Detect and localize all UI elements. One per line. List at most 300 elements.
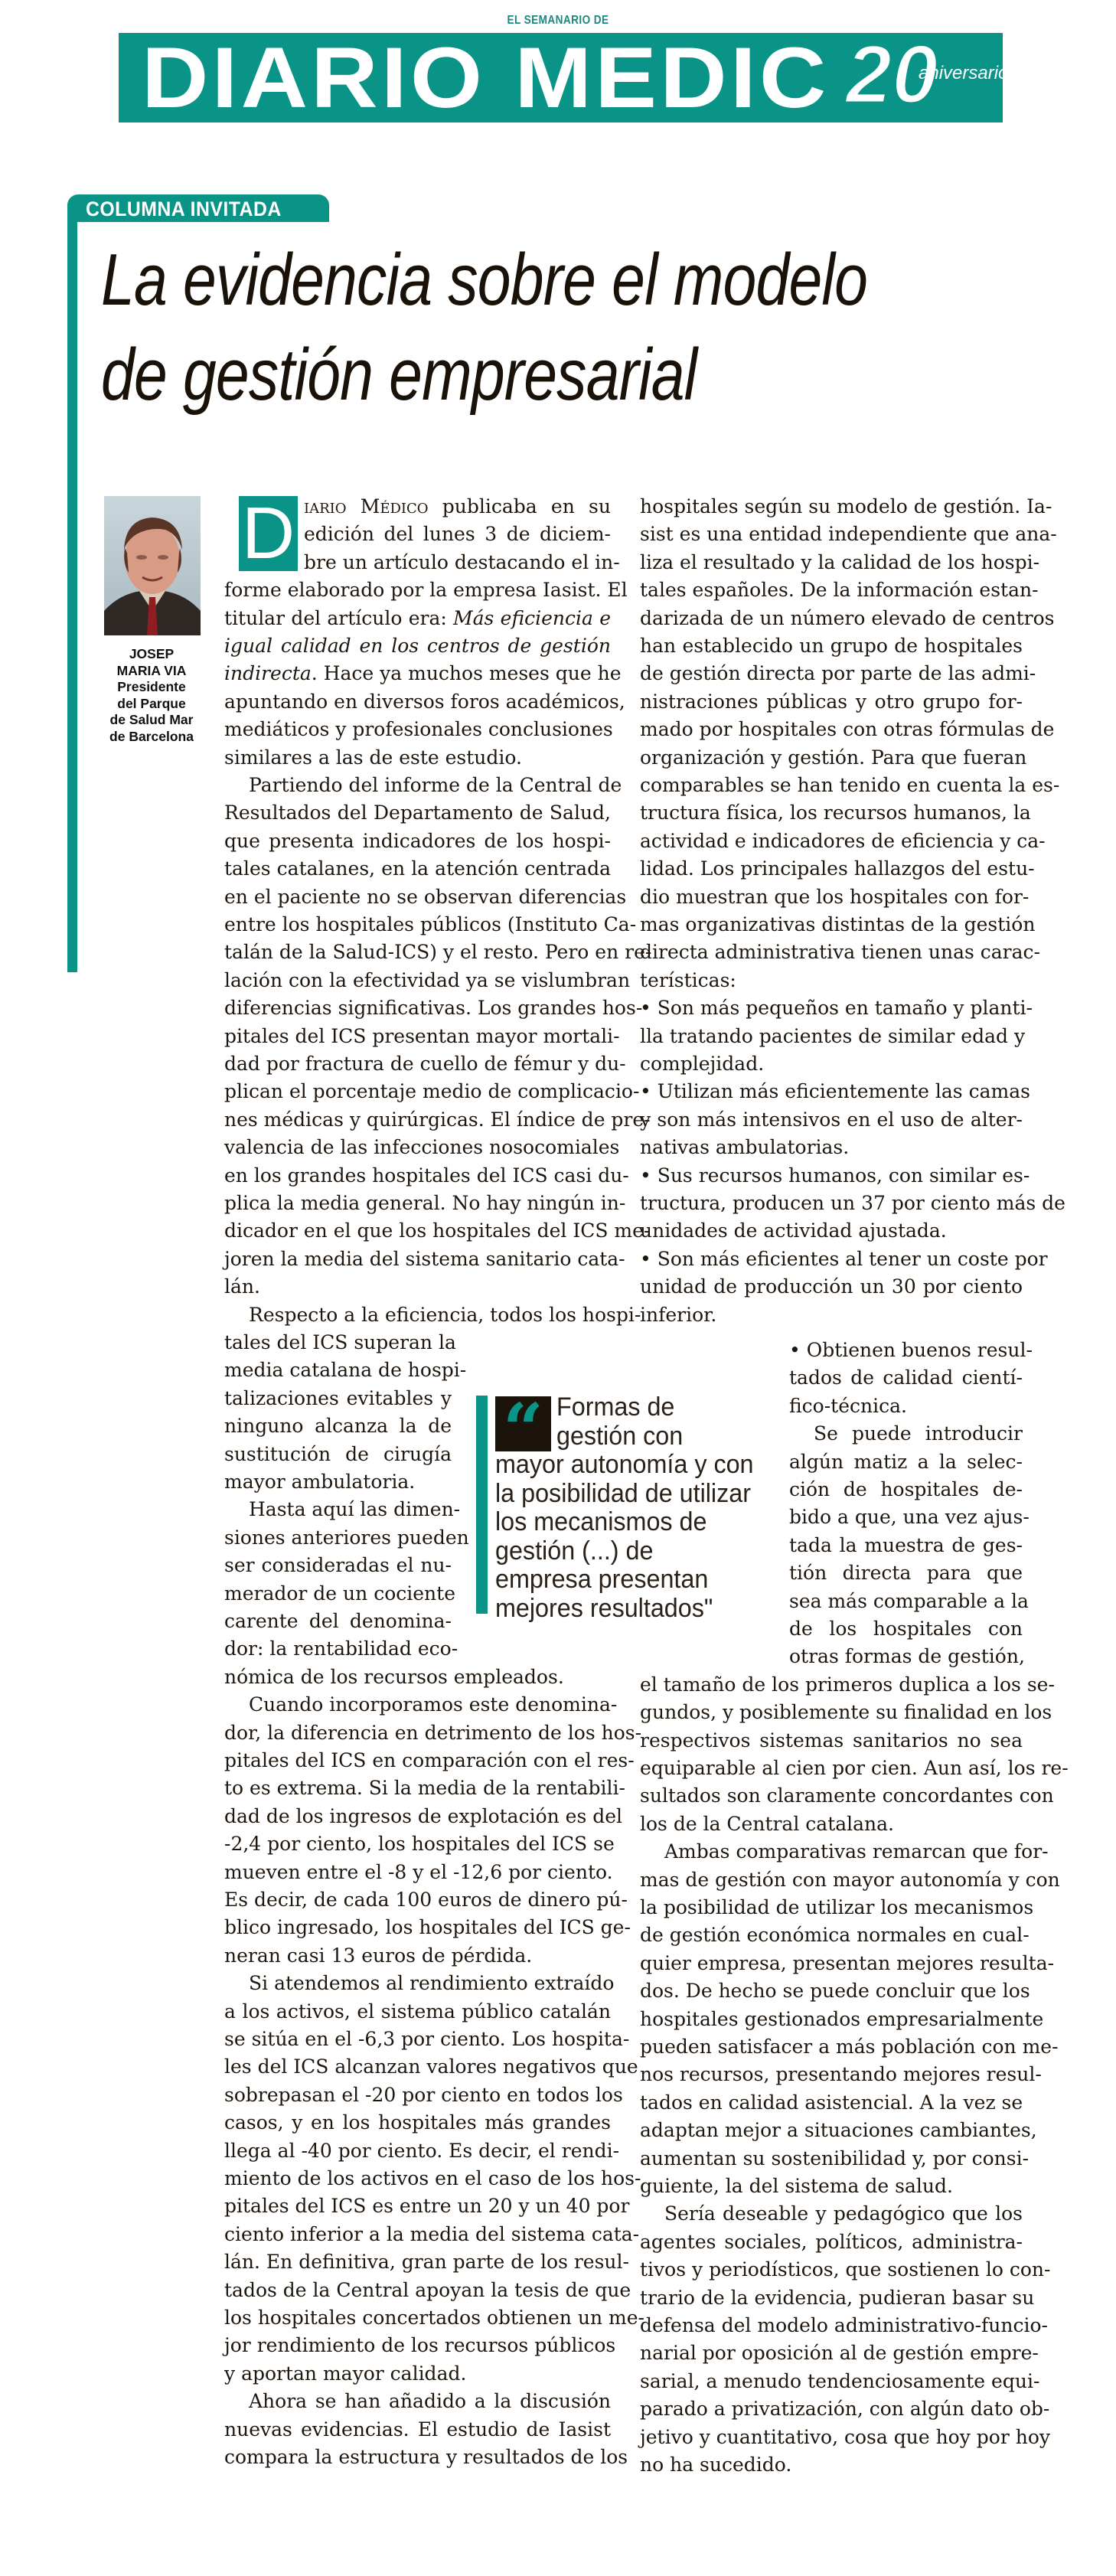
article-text: bido a que, una vez ajus- (789, 1506, 1030, 1529)
article-line (224, 799, 611, 827)
article-text: la posibilidad de utilizar los mecanismos (640, 1896, 1034, 1918)
article-line (664, 2200, 1023, 2228)
article-text: compara la estructura y resultados de los (224, 2446, 628, 2468)
article-text: Ambas comparativas remarcan que for- (664, 1840, 1049, 1863)
article-line (640, 1866, 1060, 1894)
article-line (224, 2137, 620, 2165)
article-text: sobrepasan el -20 por ciento en todos los (224, 2083, 623, 2106)
article-text: nuevas evidencias. El estudio de Iasist (224, 2418, 611, 2441)
article-line (224, 1357, 467, 1384)
article-text: neran casi 13 euros de pérdida. (224, 1944, 533, 1967)
article-text: pitales del ICS presentan mayor mortali- (224, 1024, 620, 1047)
article-line (640, 632, 1023, 660)
article-line (640, 1671, 1055, 1699)
quote-open-icon: “ (503, 1388, 543, 1471)
author-name-line-1: JOSEP (129, 646, 175, 661)
article-line (640, 1273, 1023, 1301)
article-text: de gestión directa por parte de las admi- (640, 662, 1036, 685)
article-text: talizaciones evitables y (224, 1386, 452, 1409)
article-text: mediáticos y profesionales conclusiones (224, 718, 613, 741)
article-text: actividad e indicadores de eficiencia y ca- (640, 829, 1046, 852)
article-text: aumentan su sostenibilidad y, por consi- (640, 2147, 1030, 2170)
article-text: Si atendemos al rendimiento extraído (249, 1972, 615, 1995)
article-text: unidad de producción un 30 por ciento (640, 1275, 1023, 1298)
article-line (789, 1476, 1023, 1503)
article-text: miento de los activos en el caso de los hos- (224, 2167, 641, 2189)
article-text: similares a las de este estudio. (224, 746, 522, 769)
article-text: • Obtienen buenos resul- (789, 1339, 1033, 1361)
article-text: plican el porcentaje medio de complicacio- (224, 1080, 640, 1103)
section-label: COLUMNA INVITADA (86, 198, 282, 220)
author-name-line-2: MARIA VIA (116, 662, 187, 678)
article-text: tructura física, los recursos humanos, la (640, 802, 1031, 824)
article-text: ciento inferior a la media del sistema cata- (224, 2222, 640, 2245)
article-text: tados en calidad asistencial. A la vez se (640, 2091, 1023, 2114)
article-line (789, 1615, 1023, 1643)
article-text: defensa del modelo administrativo-funcio- (640, 2314, 1048, 2336)
pull-quote-line: la posibilidad de utilizar (495, 1478, 751, 1508)
article-text: entre los hospitales públicos (Instituto Ca- (224, 913, 637, 935)
article-text: sultados son claramente concordantes con (640, 1784, 1054, 1807)
article-line (640, 716, 1055, 743)
article-line (664, 1838, 1049, 1866)
article-text: Cuando incorporamos este denomina- (249, 1693, 618, 1716)
article-text: lán. En definitiva, gran parte de los resul- (224, 2251, 629, 2274)
article-line (304, 521, 611, 548)
headline-line-1: La evidencia sobre el modelo (101, 239, 868, 321)
pull-quote-line: mayor autonomía y con (495, 1450, 754, 1479)
pull-quote-line: Formas de (556, 1392, 675, 1422)
article-line (640, 939, 1040, 966)
article-text: titular del artículo era: (224, 606, 454, 629)
article-text: equiparable al cien por cien. Aun así, los re- (640, 1757, 1069, 1779)
article-text: apuntando en diversos foros académicos, (224, 690, 625, 713)
article-line (640, 2312, 1048, 2339)
article-text: tión directa para que (789, 1562, 1023, 1585)
article-line (224, 1246, 625, 1273)
article-line (224, 1134, 620, 1161)
article-line (640, 1810, 1023, 1838)
article-text: plica la media general. No hay ningún in- (224, 1192, 626, 1214)
article-line (224, 1942, 611, 1970)
article-text: se sitúa en el -6,3 por ciento. Los hospita- (224, 2028, 630, 2050)
article-text: guiente, la del sistema de salud. (640, 2175, 953, 2197)
article-text: narial por oposición al de gestión empre- (640, 2342, 1039, 2365)
article-line (224, 855, 611, 883)
article-line (640, 2424, 1051, 2451)
article-line (224, 883, 627, 911)
article-line (224, 632, 611, 660)
article-text: los de la Central catalana. (640, 1812, 894, 1835)
article-text: jetivo y cuantitativo, cosa que hoy por hoy (640, 2425, 1051, 2448)
article-text: dio muestran que los hospitales con for- (640, 885, 1030, 908)
author-photo (104, 496, 201, 635)
author-portrait-icon (104, 496, 201, 635)
article-text: dor: la rentabilidad eco- (224, 1637, 458, 1660)
article-line (224, 2304, 644, 2332)
dropcap-letter: D (241, 492, 295, 574)
article-line (224, 2416, 611, 2444)
article-text: sarial, a menudo tendenciosamente equi- (640, 2369, 1040, 2392)
article-line (640, 1921, 1030, 1949)
article-line (789, 1588, 1029, 1615)
article-text: de gestión económica normales en cual- (640, 1924, 1030, 1947)
article-line (224, 2192, 630, 2220)
article-line (224, 1608, 452, 1635)
article-line (814, 1420, 1023, 1448)
article-text: hospitales según su modelo de gestión. Ia- (640, 495, 1052, 517)
article-text: sustitución de cirugía (224, 1442, 452, 1465)
article-text: carente del denomina- (224, 1610, 452, 1632)
article-text: lla tratando pacientes de similar edad y (640, 1024, 1026, 1047)
article-text: tructura, producen un 37 por ciento más de (640, 1192, 1065, 1214)
pull-quote-line: gestión con (556, 1421, 684, 1451)
article-line (640, 1190, 1065, 1217)
article-text: to es extrema. Si la media de la rentabili- (224, 1777, 625, 1800)
article-line (224, 939, 652, 966)
article-text: . Hace ya muchos meses que he (311, 662, 622, 685)
article-text: sea más comparable a la (789, 1589, 1029, 1612)
article-line (640, 1977, 1030, 2005)
article-text: respectivos sistemas sanitarios no sea (640, 1729, 1023, 1752)
article-text: pitales del ICS es entre un 20 y un 40 por (224, 2195, 630, 2218)
article-line (224, 2026, 630, 2053)
article-text: tados de la Central apoyan la tesis de que (224, 2278, 631, 2301)
article-text: pitales del ICS en comparación con el res- (224, 1749, 635, 1771)
article-line (224, 1441, 452, 1468)
article-text: complejidad. (640, 1053, 765, 1075)
article-text: ser consideradas el nu- (224, 1554, 452, 1577)
article-text: nes médicas y quirúrgicas. El índice de pre- (224, 1108, 651, 1131)
article-line (640, 2395, 1050, 2423)
article-line (640, 1950, 1055, 1977)
article-line (640, 744, 1027, 772)
author-caption (84, 646, 219, 745)
article-text: trario de la evidencia, pudieran basar su (640, 2286, 1035, 2309)
article-line (640, 1023, 1026, 1050)
article-text: nos recursos, presentando mejores resul- (640, 2063, 1042, 2086)
article-line (224, 2360, 611, 2388)
section-accent-bar (67, 220, 77, 972)
article-line (224, 660, 622, 687)
article-line (640, 2145, 1030, 2173)
article-text: sist es una entidad independiente que ana- (640, 523, 1057, 546)
article-line (640, 2117, 1037, 2144)
article-line (224, 1050, 626, 1078)
article-text: casos, y en los hospitales más grandes (224, 2111, 611, 2134)
article-line (640, 2173, 1023, 2200)
article-text: Hasta aquí las dimen- (249, 1498, 461, 1521)
article-line (224, 2277, 631, 2304)
article-text: comparables se han tenido en cuenta la es- (640, 774, 1060, 796)
article-line (304, 493, 611, 521)
article-line (224, 1329, 456, 1357)
article-line (224, 716, 611, 743)
article-text: organización y gestión. Para que fueran (640, 746, 1027, 769)
article-text: no ha sucedido. (640, 2454, 792, 2476)
article-line (224, 1859, 611, 1886)
article-line (640, 2061, 1042, 2088)
article-text: y aportan mayor calidad. (224, 2362, 467, 2385)
article-text: media catalana de hospi- (224, 1359, 467, 1382)
article-text: nistraciones públicas y otro grupo for- (640, 690, 1023, 713)
article-line (249, 1496, 461, 1523)
article-line (640, 2368, 1040, 2395)
article-text: siones anteriores pueden (224, 1526, 469, 1549)
article-text: darizada de un número elevado de centros (640, 606, 1055, 629)
article-text: Resultados del Departamento de Salud, (224, 802, 611, 824)
article-line (224, 2081, 623, 2109)
article-line (640, 1699, 1052, 1726)
article-text: tales del ICS superan la (224, 1331, 456, 1353)
article-line (224, 911, 637, 939)
article-line (224, 1914, 631, 1941)
article-line (789, 1392, 1023, 1420)
article-line (640, 2228, 1023, 2256)
article-line (640, 1727, 1023, 1755)
article-text: dos. De hecho se puede concluir que los (640, 1980, 1030, 2003)
article-text: agentes sociales, políticos, administra- (640, 2230, 1023, 2253)
article-line (304, 549, 620, 576)
article-text: en el paciente no se observan diferencias (224, 885, 627, 908)
article-line (640, 1078, 1030, 1105)
article-line (224, 1998, 611, 2026)
article-text: fico-técnica. (789, 1394, 907, 1417)
article-text: edición del lunes 3 de diciem- (304, 523, 611, 546)
article-text: talán de la Salud-ICS) y el resto. Pero en re- (224, 941, 652, 964)
article-line (640, 2284, 1035, 2312)
article-line (789, 1337, 1033, 1364)
article-text: • Utilizan más eficientemente las camas (640, 1080, 1030, 1103)
article-text: lidad. Los principales hallazgos del estu- (640, 857, 1035, 880)
pull-quote-line: los mecanismos de (495, 1507, 707, 1536)
article-line (224, 576, 628, 604)
article-line (224, 2248, 629, 2276)
article-line (249, 1691, 618, 1719)
article-line (224, 1273, 611, 1301)
article-line (224, 2444, 628, 2471)
article-text: adaptan mejor a situaciones cambiantes, (640, 2119, 1037, 2142)
article-line (789, 1503, 1030, 1531)
article-line (224, 1774, 625, 1802)
article-text: Es decir, de cada 100 euros de dinero pú- (224, 1889, 628, 1911)
article-text: Respecto a la eficiencia, todos los hospi- (249, 1303, 641, 1326)
article-line (789, 1559, 1023, 1587)
article-line (640, 2451, 1023, 2479)
article-text: tados de calidad cientí- (789, 1366, 1023, 1389)
article-text: que presenta indicadores de los hospi- (224, 829, 611, 852)
article-line (640, 493, 1052, 521)
article-line (640, 1106, 1023, 1134)
article-text: publicaba en su (428, 495, 611, 517)
author-role-line-4: de Barcelona (109, 728, 194, 744)
article-text: • Sus recursos humanos, con similar es- (640, 1164, 1030, 1187)
article-text: mueven entre el -8 y el -12,6 por ciento. (224, 1860, 613, 1883)
article-text: parado a privatización, con algún dato ob- (640, 2398, 1050, 2421)
article-line (224, 688, 625, 716)
headline-line-2: de gestión empresarial (101, 334, 697, 416)
article-text: gundos, y posiblemente su finalidad en los (640, 1701, 1052, 1724)
pull-quote-line: mejores resultados" (495, 1593, 713, 1623)
article-text: tada la muestra de ges- (789, 1533, 1023, 1556)
article-text: lán. (224, 1275, 260, 1298)
article-text: inferior. (640, 1303, 717, 1326)
article-line (640, 967, 1023, 994)
article-line (249, 2388, 611, 2415)
article-text: forme elaborado por la empresa Iasist. El (224, 579, 628, 602)
article-line (640, 828, 1046, 855)
article-line (640, 521, 1057, 548)
article-line (224, 1803, 623, 1830)
article-line (789, 1643, 1023, 1670)
article-line (640, 1134, 1023, 1161)
article-text: tivos y periodísticos, que sostienen lo con- (640, 2258, 1051, 2281)
article-text: tales españoles. De la información estan- (640, 579, 1039, 602)
article-line (640, 688, 1023, 716)
article-text: han establecido un grupo de hospitales (640, 635, 1023, 657)
article-text: mas organizativas distintas de la gestión (640, 913, 1036, 935)
article-text: blico ingresado, los hospitales del ICS ge- (224, 1916, 631, 1939)
article-text: nómica de los recursos empleados. (224, 1665, 564, 1688)
article-text: los hospitales concertados obtienen un me- (224, 2307, 644, 2329)
article-text: a los activos, el sistema público catalán (224, 2000, 611, 2023)
article-line (640, 1301, 1023, 1329)
article-line (224, 1217, 651, 1245)
article-line (249, 1970, 615, 1997)
article-text: ninguno alcanza la de (224, 1415, 452, 1438)
article-text: valencia de las infecciones nosocomiales (224, 1136, 620, 1159)
article-text: dad por fractura de cuello de fémur y du- (224, 1053, 626, 1075)
article-text: otras formas de gestión, (789, 1645, 1025, 1668)
article-text: Más eficiencia e (453, 606, 611, 629)
author-role-line-2: del Parque (117, 695, 186, 711)
article-line (640, 605, 1055, 632)
article-line (640, 772, 1060, 799)
author-role-line-1: Presidente (117, 679, 186, 694)
article-line (249, 1301, 641, 1329)
article-line (640, 994, 1033, 1022)
article-line (224, 2053, 638, 2081)
article-line (640, 1755, 1069, 1782)
article-text: bre un artículo destacando el in- (304, 550, 620, 573)
article-text: iario Médico (304, 495, 429, 517)
article-text: el tamaño de los primeros duplica a los se- (640, 1673, 1055, 1696)
article-line (224, 1552, 452, 1579)
article-line (640, 883, 1030, 911)
article-text: dad de los ingresos de explotación es del (224, 1804, 623, 1827)
article-line (640, 2089, 1023, 2117)
article-line (224, 828, 611, 855)
pull-quote-accent-bar (476, 1396, 488, 1614)
article-text: Ahora se han añadido a la discusión (249, 2390, 611, 2413)
article-line (789, 1532, 1023, 1559)
pull-quote-line: empresa presentan (495, 1565, 709, 1594)
article-text: Se puede introducir (814, 1422, 1023, 1445)
article-line (640, 799, 1031, 827)
article-text: liza el resultado y la calidad de los hospi- (640, 550, 1040, 573)
article-line (224, 2165, 641, 2192)
anniversary-number: 20 (846, 28, 938, 120)
article-text: mayor ambulatoria. (224, 1471, 416, 1493)
article-line (640, 2339, 1039, 2367)
article-line (224, 1524, 469, 1552)
article-line (224, 1747, 635, 1774)
masthead-kicker: EL SEMANARIO DE (507, 14, 609, 27)
article-line (224, 1719, 642, 1747)
article-line (224, 994, 643, 1022)
article-text: tales catalanes, en la atención centrada (224, 857, 611, 880)
article-line (224, 967, 631, 994)
article-text: de los hospitales con (789, 1618, 1023, 1640)
article-line (224, 605, 611, 632)
article-line (640, 1246, 1048, 1273)
article-text: merador de un cociente (224, 1582, 455, 1605)
article-line (640, 1782, 1054, 1810)
pull-quote-line: gestión (...) de (495, 1536, 654, 1566)
article-text: igual calidad en los centros de gestión (224, 635, 611, 657)
article-line (224, 2332, 616, 2359)
article-text: diferencias significativas. Los grandes hos- (224, 997, 643, 1020)
article-text: Partiendo del informe de la Central de (249, 774, 622, 796)
article-text: quier empresa, presentan mejores resulta- (640, 1951, 1055, 1974)
article-text: • Son más eficientes al tener un coste por (640, 1247, 1048, 1270)
article-text: lación con la efectividad ya se vislumbran (224, 968, 631, 991)
article-line (640, 2256, 1051, 2284)
article-text: hospitales gestionados empresarialmente (640, 2007, 1044, 2030)
article-text: algún matiz a la selec- (789, 1450, 1023, 1473)
article-text: joren la media del sistema sanitario cata- (224, 1247, 625, 1270)
article-line (249, 772, 622, 799)
anniversary-label: aniversario (919, 63, 1009, 83)
article-text: unidades de actividad ajustada. (640, 1219, 947, 1242)
article-line (789, 1364, 1023, 1392)
article-line (640, 2006, 1044, 2033)
article-line (224, 2221, 640, 2248)
article-line (224, 1106, 651, 1134)
article-line (640, 1162, 1030, 1190)
author-role-line-3: de Salud Mar (109, 712, 194, 727)
article-line (224, 1078, 640, 1105)
article-text: ción de hospitales de- (789, 1478, 1023, 1500)
masthead-logo: DIARIO MEDIC (142, 30, 830, 126)
article-line (224, 1830, 615, 1858)
article-line (224, 1663, 611, 1691)
article-line (224, 1023, 620, 1050)
article-text: jor rendimiento de los recursos públicos (224, 2334, 616, 2357)
article-text: • Son más pequeños en tamaño y planti- (640, 997, 1033, 1020)
article-text: directa administrativa tienen unas carac- (640, 941, 1040, 964)
article-text: mado por hospitales con otras fórmulas de (640, 718, 1055, 741)
article-text: -2,4 por ciento, los hospitales del ICS se (224, 1833, 615, 1856)
article-line (224, 744, 611, 772)
article-text: llega al -40 por ciento. Es decir, el rendi- (224, 2139, 620, 2162)
article-text: pueden satisfacer a más población con me- (640, 2036, 1059, 2058)
article-line (640, 855, 1035, 883)
article-text: Sería deseable y pedagógico que los (664, 2202, 1023, 2225)
article-line (224, 1886, 628, 1914)
article-text: en los grandes hospitales del ICS casi du- (224, 1164, 629, 1187)
article-line (224, 2109, 611, 2137)
article-line (640, 660, 1036, 687)
article-line (640, 1217, 1023, 1245)
article-line (224, 1190, 626, 1217)
article-text: dor, la diferencia en detrimento de los hos- (224, 1721, 642, 1744)
article-line (224, 1412, 452, 1440)
article-text: indirecta (224, 662, 312, 685)
article-line (640, 576, 1039, 604)
article-line (224, 1580, 455, 1608)
article-line (640, 549, 1040, 576)
